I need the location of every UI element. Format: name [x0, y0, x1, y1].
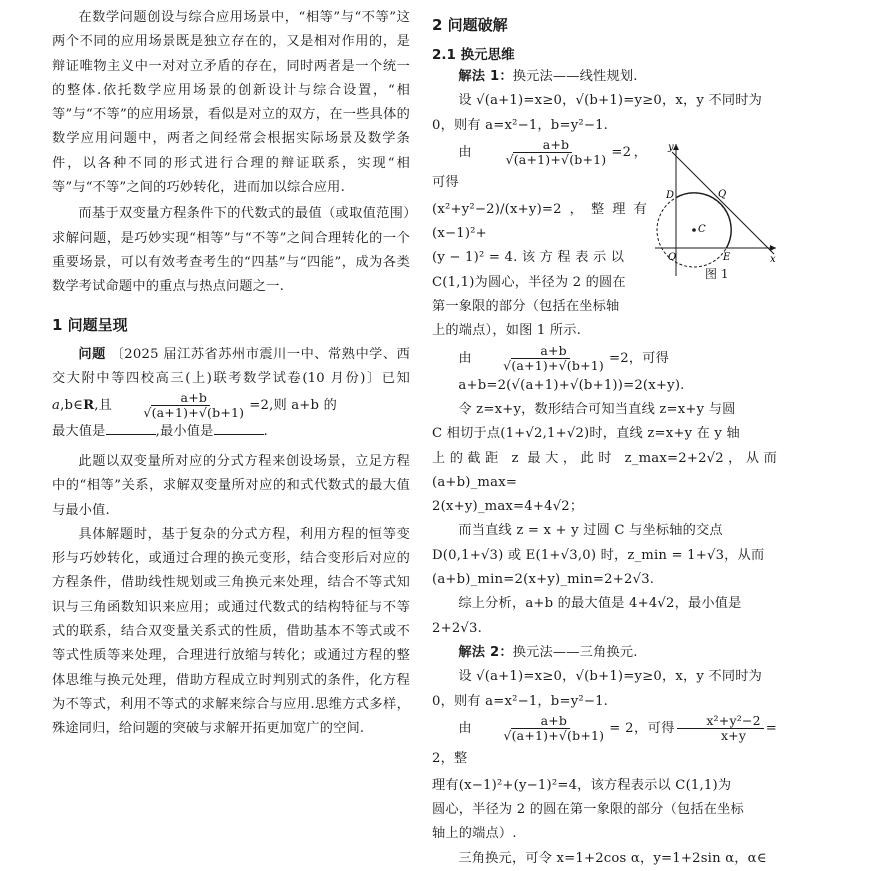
m1-line-19: 2+2√3. [432, 620, 483, 636]
m2-line-3-mid: = 2，可得 [609, 720, 675, 736]
m1-line-7: 第一象限的部分（包括在坐标轴 [432, 299, 620, 315]
m2-line-5: 圆心，半径为 2 的圆在第一象限的部分（包括在坐标 [432, 802, 744, 818]
m2-line-3 [432, 714, 777, 774]
intro-paragraph-1: 在数学问题创设与综合应用场景中，“相等”与“不等”这两个不同的应用场景既是独立存在的，又是相对作用的，是辩证唯物主义中一对对立矛盾的存在，同时两者是一个统一的整体.依托数学应用场景的创新设计与综合设置，“相等”与“不等”的应用场景，看似是对立的双方，在一些具体的数学应用问题中，两者之间经常会根据实际场景及数学条件，以各种不同的形式进行合理的辩证联系，实现“相等”与“不等”之间的巧妙转化，进而加以综合应用. [52, 10, 410, 196]
m1-line-10: a+b=2(√(a+1)+√(b+1))=2(x+y). [458, 377, 685, 393]
y-axis-arrow-icon [673, 144, 679, 150]
x-axis-arrow-icon [770, 245, 776, 251]
m2-fraction-1 [474, 714, 607, 743]
method-1-label: 解法 1： [458, 69, 513, 84]
m1-line-12: C 相切于点(1+√2,1+√2)时，直线 z=x+y 在 y 轴 [432, 426, 740, 442]
problem-fraction [114, 391, 247, 420]
answer-blank-max[interactable] [106, 420, 156, 435]
fraction-numerator: a+b [513, 138, 572, 153]
section-1-title: 1 问题呈现 [52, 315, 128, 334]
fraction-denominator: √(a+1)+√(b+1) [503, 357, 604, 373]
method-1-heading [432, 65, 777, 89]
method-1-title: 换元法——线性规划. [512, 69, 638, 84]
analysis-paragraph-2: 具体解题时，基于复杂的分式方程，利用方程的恒等变形与巧妙转化，或通过合理的换元变形，结合变形后对应的方程条件，借助线性规划或三角换元来处理，结合不等式知识与三角函数知识来应用；或通过代数式的结构特征与不等式的联系，结合双变量关系式的性质，借助基本不等式或不等式性质等来处理，合理进行放缩与转化；或通过方程的整体思维与换元处理，借助方程成立时判别式的条件，化方程为不等式，利用不等式的求解来综合与应用.思维方式多样，殊途同归，给问题的突破与求解开拓更加宽广的空间. [52, 526, 410, 737]
m2-line-4: 理有(x−1)²+(y−1)²=4，该方程表示以 C(1,1)为 [432, 777, 732, 793]
m1-line-16: D(0,1+√3) 或 E(1+√3,0) 时，z_min = 1+√3，从而 [432, 547, 765, 563]
m2-fraction-2 [677, 714, 764, 743]
fraction-numerator: a+b [511, 714, 570, 729]
fraction-denominator: √(a+1)+√(b+1) [143, 404, 245, 420]
m1-fraction-1 [476, 138, 609, 167]
m1-line-9-pre: 由 [458, 350, 472, 366]
label-point-e: E [723, 252, 731, 263]
m1-line-14: 2(x+y)_max=4+4√2； [432, 499, 584, 515]
m1-line-2: 0，则有 a=x²−1，b=y²−1. [432, 117, 609, 133]
problem-mid: ,b∈ [60, 397, 84, 413]
m1-line-18: 综上分析，a+b 的最大值是 4+4√2，最小值是 [458, 596, 742, 612]
answer-blank-min[interactable] [214, 420, 264, 435]
m1-line-3 [432, 138, 647, 198]
m1-line-13: 上的截距 z 最大，此时 z_max=2+2√2，从而(a+b)_max= [432, 450, 777, 490]
m1-line-15: 而当直线 z = x + y 过圆 C 与坐标轴的交点 [458, 523, 723, 539]
fraction-numerator: a+b [511, 344, 570, 359]
fraction-denominator: x+y [720, 727, 747, 743]
subsection-2-1-title: 2.1 换元思维 [432, 47, 515, 63]
m2-line-2: 0，则有 a=x²−1，b=y²−1. [432, 693, 609, 709]
m1-line-11: 令 z=x+y，数形结合可知当直线 z=x+y 与圆 [458, 401, 736, 417]
m1-line-17: (a+b)_min=2(x+y)_min=2+2√3. [432, 572, 655, 588]
label-origin: O [668, 252, 677, 263]
problem-var: a [52, 397, 61, 413]
problem-end-a: 最大值是 [52, 423, 106, 439]
analysis-paragraph-1: 此题以双变量所对应的分式方程来创设场景，立足方程中的“相等”关系，求解双变量所对应的和式代数式的最大值与最小值. [52, 453, 410, 518]
real-set-symbol: R [83, 397, 95, 413]
m1-line-3-post: =2，可得 [432, 144, 648, 190]
m1-fraction-2 [474, 344, 607, 373]
fraction-numerator: a+b [151, 391, 210, 406]
problem-cond-pre: ,且 [94, 397, 113, 413]
label-x: x [770, 254, 776, 265]
problem-label: 问题 [78, 346, 106, 362]
tangent-line [672, 152, 774, 254]
right-column [432, 0, 777, 871]
center-point [692, 228, 696, 232]
m1-line-4: (x²+y²−2)/(x+y)=2，整理有(x−1)²+ [432, 201, 647, 242]
label-y: y [668, 142, 674, 153]
fraction-numerator: x²+y²−2 [677, 714, 764, 729]
m1-line-6: C(1,1)为圆心，半径为 2 的圆在 [432, 274, 626, 290]
problem-cond-post: =2,则 a+b 的 [249, 397, 337, 413]
m1-line-9 [432, 344, 777, 374]
m2-line-7: 三角换元，可令 x=1+2cos α，y=1+2sin α，α∈ [458, 850, 767, 866]
m1-line-8: 上的端点），如图 1 所示. [432, 323, 582, 339]
method-2-label: 解法 2： [458, 644, 513, 660]
problem-statement [52, 343, 410, 444]
problem-end-c: . [263, 423, 268, 439]
m1-line-5: (y − 1)² = 4. 该 方 程 表 示 以 [432, 250, 625, 266]
method-2-title: 换元法——三角换元. [512, 644, 638, 660]
method-2-heading [432, 641, 777, 665]
m2-line-1: 设 √(a+1)=x≥0，√(b+1)=y≥0，x，y 不同时为 [458, 669, 762, 685]
m1-line-1: 设 √(a+1)=x≥0，√(b+1)=y≥0，x，y 不同时为 [458, 93, 762, 109]
label-center-c: C [698, 224, 706, 235]
circle-c-arc [676, 193, 731, 248]
fraction-denominator: √(a+1)+√(b+1) [505, 151, 607, 167]
problem-source: 〔2025 届江苏省苏州市震川一中、常熟中学、西交大附中等四校高三(上)联考数学试卷(10 月份)〕已知 [52, 346, 410, 386]
figure-1-circle-diagram [650, 140, 780, 280]
m2-line-3-pre: 由 [458, 720, 473, 736]
section-2-title: 2 问题破解 [432, 16, 508, 34]
m2-line-6: 轴上的端点）. [432, 826, 517, 842]
m2-line-3-post: = 2，整 [432, 720, 777, 766]
fraction-denominator: √(a+1)+√(b+1) [503, 727, 605, 743]
m1-line-9-post: =2，可得 [609, 350, 670, 366]
problem-end-b: ,最小值是 [155, 423, 214, 439]
label-point-q: Q [718, 189, 727, 200]
figure-1-caption: 图 1 [705, 267, 729, 281]
left-column [52, 0, 410, 742]
intro-paragraph-2: 而基于双变量方程条件下的代数式的最值（或取值范围）求解问题，是巧妙实现“相等”与“不等”之间合理转化的一个重要场景，可以有效考查考生的“四基”与“四能”，成为各类数学考试命题中的重点与热点问题之一. [52, 206, 410, 295]
label-point-d: D [666, 190, 675, 201]
m1-line-3-pre: 由 [458, 144, 475, 160]
